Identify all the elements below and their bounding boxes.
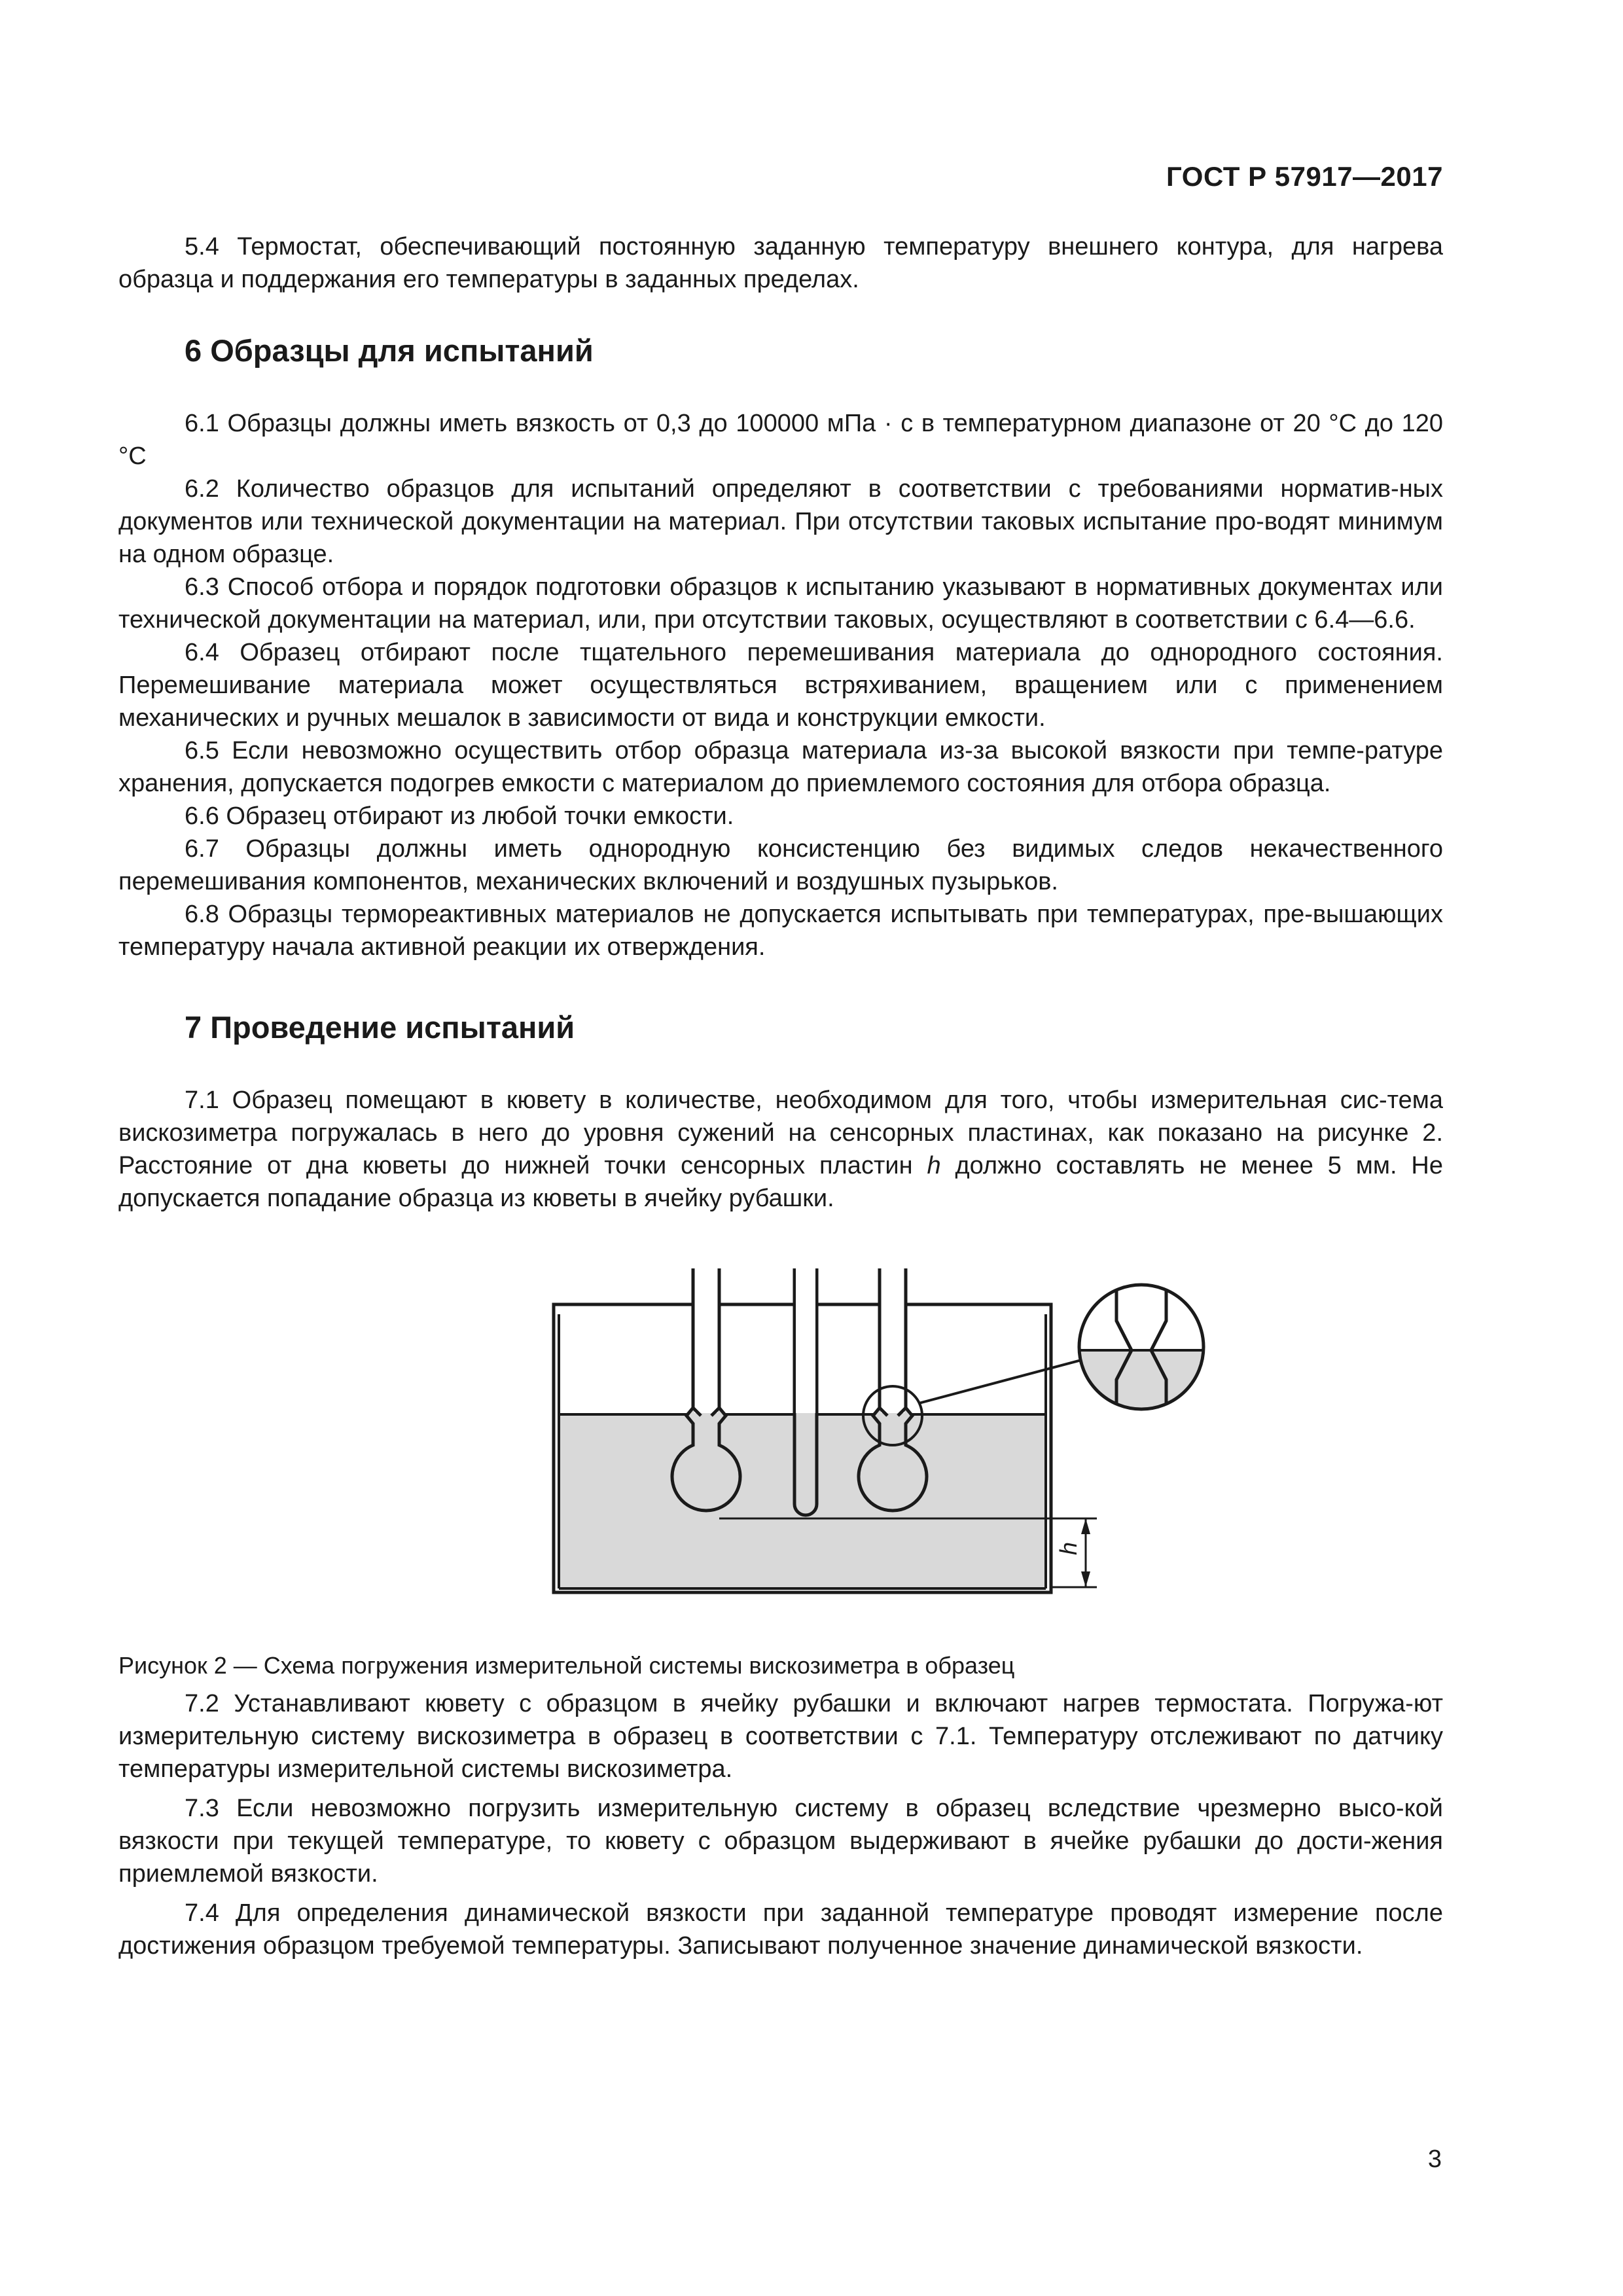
paragraph-6-3: 6.3 Способ отбора и порядок подготовки образцов к испытанию указывают в нормативных документах или технической документации на материал, или, при отсутствии таковых, осуществляют в соответствии с 6.4—6.6. [118,573,1443,634]
viscometer-immersion-diagram [439,1268,1382,1635]
paragraph-7-1 [118,1084,1443,1215]
paragraph-6-5: 6.5 Если невозможно осуществить отбор образца материала из-за высокой вязкости при темпе-ратуре хранения, допускается подогрев емкости с материалом до приемлемого состояния для отбора образца. [118,737,1443,797]
paragraph-7-1-text-b: должно составлять не менее 5 мм. Не допускается попадание образца из кюветы в ячейку рубашки. [118,1152,1443,1212]
section-6-title: 6 Образцы для испытаний [185,333,594,368]
paragraph-6-8: 6.8 Образцы термореактивных материалов не допускается испытывать при температурах, пре-вышающих температуру начала активной реакции их отверждения. [118,901,1443,961]
page-number: 3 [1427,2145,1442,2173]
h-arrow-bottom [1081,1571,1090,1587]
h-symbol: h [927,1152,941,1179]
paragraph-7-1-text-a: 7.1 Образец помещают в кювету в количестве, необходимом для того, чтобы измерительная сис-тема вискозиметра погружалась в него до уровня сужений на сенсорных пластинах, как показано на рисунке 2. Расстояние от дна кюветы до нижней точки сенсорных пластин [118,1086,1443,1179]
paragraph-7-3: 7.3 Если невозможно погрузить измерительную систему в образец вследствие чрезмерно высо-кой вязкости при текущей температуре, то кювету с образцом выдерживают в ячейке рубашки до дости-жения приемлемой вязкости. [118,1795,1443,1888]
paragraph-6-4: 6.4 Образец отбирают после тщательного перемешивания материала до однородного состояния. Перемешивание материала может осуществляться встряхиванием, вращением или с применением механических и ручных мешалок в зависимости от вида и конструкции емкости. [118,639,1443,732]
figure-2 [118,1268,1443,1687]
paragraph-6-1: 6.1 Образцы должны иметь вязкость от 0,3 до 100000 мПа · с в температурном диапазоне от 20 °С до 120 °С [118,410,1443,470]
magnified-detail [1077,1268,1208,1419]
document-body [118,230,1443,1962]
paragraph-5-4: 5.4 Термостат, обеспечивающий постоянную заданную температуру внешнего контура, для нагрева образца и поддержания его температуры в заданных пределах. [118,233,1443,293]
section-7-title: 7 Проведение испытаний [185,1010,575,1045]
paragraph-6-7: 6.7 Образцы должны иметь однородную консистенцию без видимых следов некачественного перемешивания компонентов, механических включений и воздушных пузырьков. [118,835,1443,895]
paragraph-7-2: 7.2 Устанавливают кювету с образцом в ячейку рубашки и включают нагрев термостата. Погружа-ют измерительную систему вискозиметра в образец в соответствии с 7.1. Температуру отслеживают по датчику температуры измерительной системы вискозиметра. [118,1690,1443,1783]
paragraph-7-4: 7.4 Для определения динамической вязкости при заданной температуре проводят измерение после достижения образцом требуемой температуры. Записывают полученное значение динамической вязкости. [118,1899,1443,1960]
h-dimension-label: h [1055,1541,1082,1555]
paragraph-6-2: 6.2 Количество образцов для испытаний определяют в соответствии с требованиями норматив-ных документов или технической документации на материал. При отсутствии таковых испытание про-водят минимум на одном образце. [118,475,1443,568]
detail-leader-line [919,1357,1094,1403]
h-arrow-top [1081,1518,1090,1534]
figure-caption: Рисунок 2 — Схема погружения измерительной системы вискозиметра в образец [118,1652,1015,1679]
paragraph-6-6: 6.6 Образец отбирают из любой точки емкости. [185,802,734,830]
document-code: ГОСТ Р 57917—2017 [1166,161,1443,192]
